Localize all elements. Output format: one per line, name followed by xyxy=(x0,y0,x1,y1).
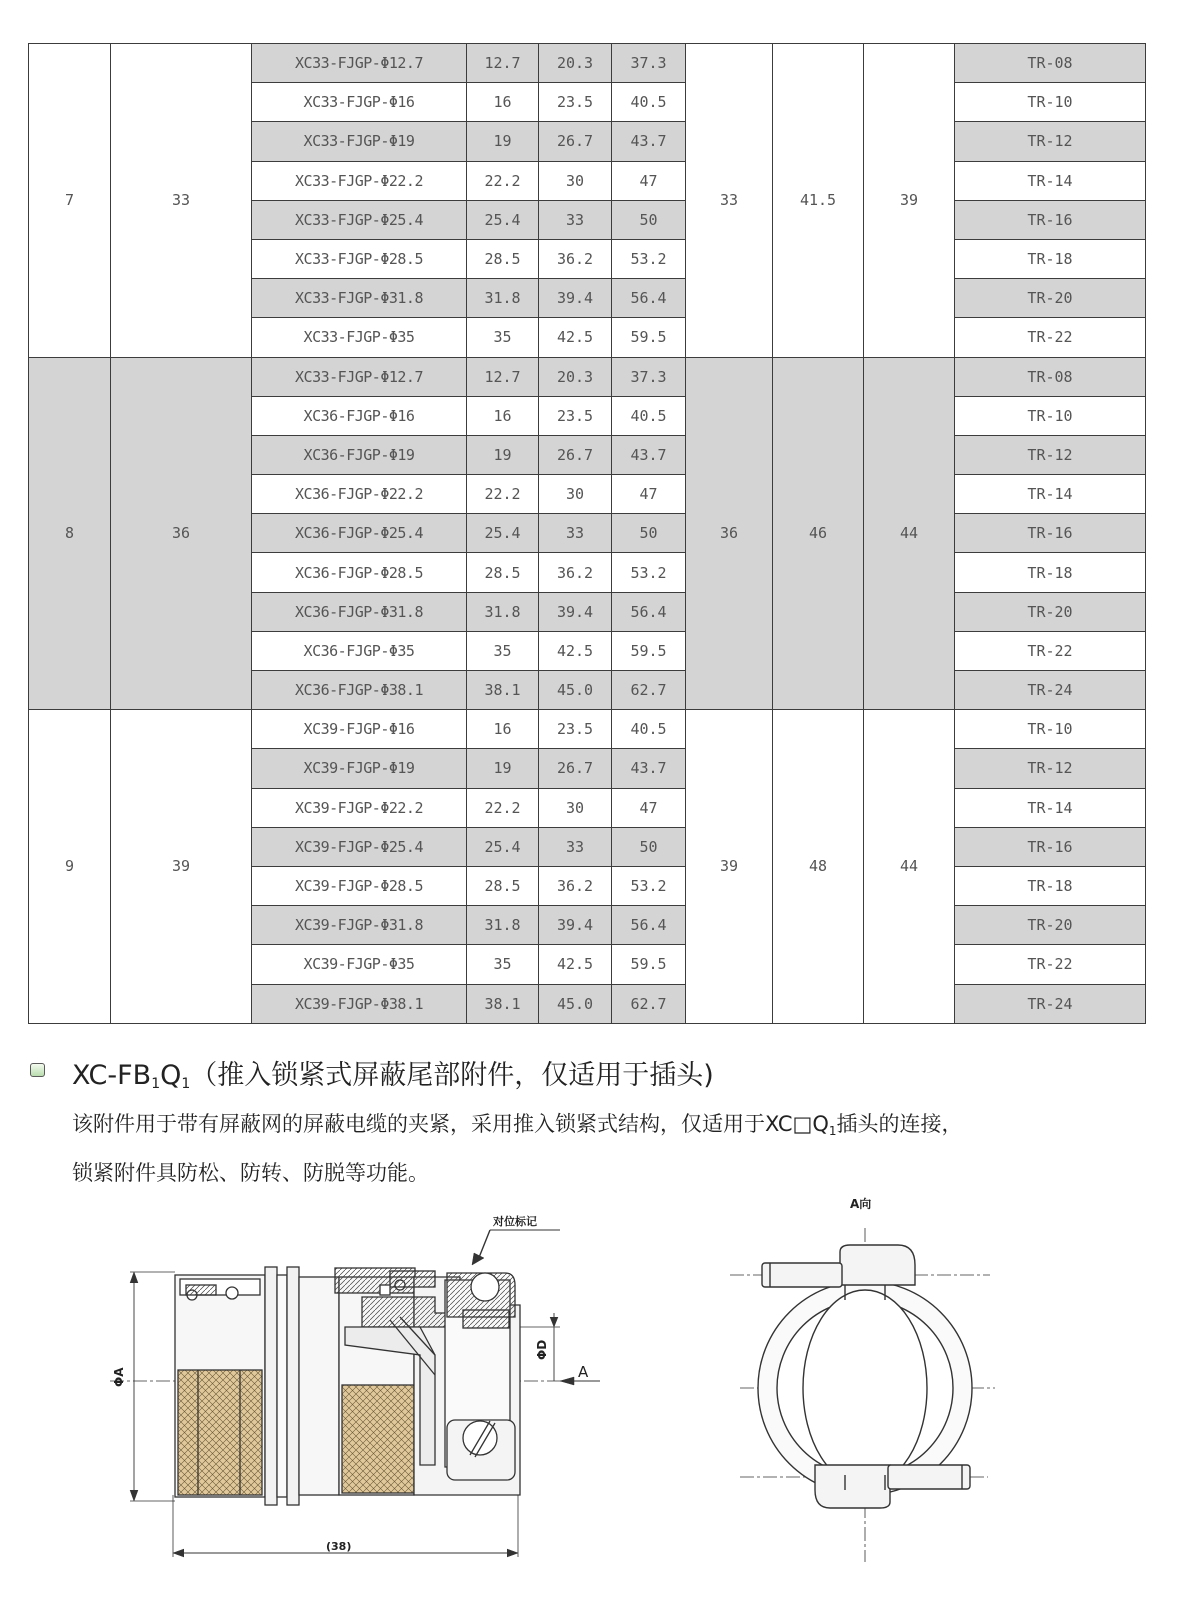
value-cell: 56.4 xyxy=(612,906,686,945)
value-cell: 33 xyxy=(539,827,612,866)
title-subscript-1: 1 xyxy=(151,1076,161,1092)
value-cell: 12.7 xyxy=(467,357,539,396)
tr-code-cell: TR-20 xyxy=(955,906,1146,945)
value-cell: 39.4 xyxy=(539,592,612,631)
value-cell: 56.4 xyxy=(612,592,686,631)
value-cell: 33 xyxy=(539,200,612,239)
desc-line1-a: 该附件用于带有屏蔽网的屏蔽电缆的夹紧，采用推入锁紧式结构，仅适用于XC□Q xyxy=(72,1112,829,1136)
value-cell: 62.7 xyxy=(612,671,686,710)
tr-code-cell: TR-14 xyxy=(955,161,1146,200)
tr-code-cell: TR-16 xyxy=(955,200,1146,239)
title-part-b: Q xyxy=(160,1060,182,1091)
tr-code-cell: TR-14 xyxy=(955,788,1146,827)
value-cell: 16 xyxy=(467,83,539,122)
tr-code-cell: TR-18 xyxy=(955,239,1146,278)
value-cell: 50 xyxy=(612,200,686,239)
value-cell: 30 xyxy=(539,788,612,827)
model-cell: XC36-FJGP-Φ28.5 xyxy=(252,553,467,592)
value-cell: 16 xyxy=(467,396,539,435)
value-cell: 42.5 xyxy=(539,631,612,670)
model-cell: XC39-FJGP-Φ25.4 xyxy=(252,827,467,866)
checkbox-bullet-icon xyxy=(30,1063,45,1077)
model-cell: XC33-FJGP-Φ35 xyxy=(252,318,467,357)
group-dim-cell: 39 xyxy=(864,44,955,358)
tr-code-cell: TR-08 xyxy=(955,357,1146,396)
group-dim-cell: 41.5 xyxy=(773,44,864,358)
tr-code-cell: TR-12 xyxy=(955,749,1146,788)
model-cell: XC39-FJGP-Φ35 xyxy=(252,945,467,984)
tr-code-cell: TR-10 xyxy=(955,710,1146,749)
shell-size-cell: 39 xyxy=(111,710,252,1024)
tr-code-cell: TR-20 xyxy=(955,592,1146,631)
model-cell: XC36-FJGP-Φ16 xyxy=(252,396,467,435)
value-cell: 16 xyxy=(467,710,539,749)
value-cell: 59.5 xyxy=(612,945,686,984)
value-cell: 31.8 xyxy=(467,592,539,631)
value-cell: 22.2 xyxy=(467,161,539,200)
model-cell: XC36-FJGP-Φ19 xyxy=(252,435,467,474)
value-cell: 25.4 xyxy=(467,514,539,553)
tr-code-cell: TR-16 xyxy=(955,827,1146,866)
value-cell: 12.7 xyxy=(467,44,539,83)
tr-code-cell: TR-24 xyxy=(955,671,1146,710)
value-cell: 28.5 xyxy=(467,553,539,592)
title-part-c: （推入锁紧式屏蔽尾部附件，仅适用于插头) xyxy=(190,1060,714,1091)
tr-code-cell: TR-20 xyxy=(955,279,1146,318)
model-cell: XC36-FJGP-Φ25.4 xyxy=(252,514,467,553)
value-cell: 43.7 xyxy=(612,122,686,161)
view-label: A向 xyxy=(850,1197,872,1211)
table-row xyxy=(29,357,1146,396)
group-dim-cell: 44 xyxy=(864,357,955,710)
value-cell: 26.7 xyxy=(539,749,612,788)
value-cell: 40.5 xyxy=(612,710,686,749)
value-cell: 50 xyxy=(612,827,686,866)
value-cell: 35 xyxy=(467,631,539,670)
group-dim-cell: 46 xyxy=(773,357,864,710)
tr-code-cell: TR-10 xyxy=(955,396,1146,435)
title-subscript-2: 1 xyxy=(181,1076,191,1092)
tr-code-cell: TR-12 xyxy=(955,435,1146,474)
dim-a-label: ΦA xyxy=(112,1367,126,1387)
model-cell: XC33-FJGP-Φ22.2 xyxy=(252,161,467,200)
value-cell: 23.5 xyxy=(539,710,612,749)
spec-table xyxy=(28,43,1146,1024)
section-title xyxy=(72,1053,714,1092)
value-cell: 38.1 xyxy=(467,671,539,710)
model-cell: XC33-FJGP-Φ28.5 xyxy=(252,239,467,278)
model-cell: XC33-FJGP-Φ31.8 xyxy=(252,279,467,318)
desc-line1-b: 插头的连接， xyxy=(836,1112,963,1136)
tr-code-cell: TR-08 xyxy=(955,44,1146,83)
side-view-drawing xyxy=(90,1205,650,1580)
tr-code-cell: TR-16 xyxy=(955,514,1146,553)
value-cell: 25.4 xyxy=(467,200,539,239)
model-cell: XC36-FJGP-Φ22.2 xyxy=(252,475,467,514)
group-dim-cell: 36 xyxy=(686,357,773,710)
value-cell: 45.0 xyxy=(539,671,612,710)
value-cell: 56.4 xyxy=(612,279,686,318)
model-cell: XC39-FJGP-Φ22.2 xyxy=(252,788,467,827)
value-cell: 19 xyxy=(467,435,539,474)
model-cell: XC33-FJGP-Φ12.7 xyxy=(252,44,467,83)
group-dim-cell: 39 xyxy=(686,710,773,1024)
value-cell: 19 xyxy=(467,122,539,161)
tr-code-cell: TR-10 xyxy=(955,83,1146,122)
model-cell: XC33-FJGP-Φ16 xyxy=(252,83,467,122)
table-row xyxy=(29,710,1146,749)
group-number-cell: 8 xyxy=(29,357,111,710)
value-cell: 26.7 xyxy=(539,435,612,474)
model-cell: XC39-FJGP-Φ19 xyxy=(252,749,467,788)
value-cell: 37.3 xyxy=(612,357,686,396)
value-cell: 35 xyxy=(467,318,539,357)
value-cell: 42.5 xyxy=(539,318,612,357)
tr-code-cell: TR-18 xyxy=(955,553,1146,592)
value-cell: 33 xyxy=(539,514,612,553)
model-cell: XC39-FJGP-Φ28.5 xyxy=(252,866,467,905)
value-cell: 31.8 xyxy=(467,279,539,318)
value-cell: 36.2 xyxy=(539,866,612,905)
model-cell: XC36-FJGP-Φ31.8 xyxy=(252,592,467,631)
model-cell: XC39-FJGP-Φ16 xyxy=(252,710,467,749)
value-cell: 28.5 xyxy=(467,239,539,278)
value-cell: 47 xyxy=(612,475,686,514)
value-cell: 39.4 xyxy=(539,906,612,945)
value-cell: 22.2 xyxy=(467,788,539,827)
value-cell: 42.5 xyxy=(539,945,612,984)
value-cell: 23.5 xyxy=(539,396,612,435)
description-line-2: 锁紧附件具防松、防转、防脱等功能。 xyxy=(72,1161,429,1185)
value-cell: 59.5 xyxy=(612,631,686,670)
title-part-a: XC-FB xyxy=(72,1060,152,1091)
description-line-1 xyxy=(72,1103,1172,1152)
value-cell: 47 xyxy=(612,788,686,827)
value-cell: 47 xyxy=(612,161,686,200)
shell-size-cell: 36 xyxy=(111,357,252,710)
value-cell: 40.5 xyxy=(612,83,686,122)
value-cell: 30 xyxy=(539,161,612,200)
value-cell: 37.3 xyxy=(612,44,686,83)
section-description xyxy=(72,1103,1172,1194)
value-cell: 22.2 xyxy=(467,475,539,514)
callout-label: 对位标记 xyxy=(493,1215,537,1228)
tr-code-cell: TR-14 xyxy=(955,475,1146,514)
value-cell: 53.2 xyxy=(612,553,686,592)
value-cell: 59.5 xyxy=(612,318,686,357)
group-dim-cell: 33 xyxy=(686,44,773,358)
model-cell: XC39-FJGP-Φ38.1 xyxy=(252,984,467,1023)
table-row xyxy=(29,44,1146,83)
value-cell: 53.2 xyxy=(612,866,686,905)
length-dimension-label: (38) xyxy=(326,1540,352,1553)
group-number-cell: 7 xyxy=(29,44,111,358)
model-cell: XC36-FJGP-Φ38.1 xyxy=(252,671,467,710)
value-cell: 36.2 xyxy=(539,239,612,278)
group-dim-cell: 48 xyxy=(773,710,864,1024)
model-cell: XC33-FJGP-Φ19 xyxy=(252,122,467,161)
value-cell: 36.2 xyxy=(539,553,612,592)
value-cell: 23.5 xyxy=(539,83,612,122)
tr-code-cell: TR-22 xyxy=(955,945,1146,984)
value-cell: 25.4 xyxy=(467,827,539,866)
tr-code-cell: TR-22 xyxy=(955,631,1146,670)
value-cell: 53.2 xyxy=(612,239,686,278)
model-cell: XC36-FJGP-Φ35 xyxy=(252,631,467,670)
value-cell: 19 xyxy=(467,749,539,788)
value-cell: 43.7 xyxy=(612,749,686,788)
value-cell: 38.1 xyxy=(467,984,539,1023)
value-cell: 43.7 xyxy=(612,435,686,474)
value-cell: 40.5 xyxy=(612,396,686,435)
value-cell: 39.4 xyxy=(539,279,612,318)
value-cell: 20.3 xyxy=(539,357,612,396)
shell-size-cell: 33 xyxy=(111,44,252,358)
group-dim-cell: 44 xyxy=(864,710,955,1024)
tr-code-cell: TR-18 xyxy=(955,866,1146,905)
spec-table-body xyxy=(29,44,1146,1024)
tr-code-cell: TR-22 xyxy=(955,318,1146,357)
tr-code-cell: TR-24 xyxy=(955,984,1146,1023)
model-cell: XC39-FJGP-Φ31.8 xyxy=(252,906,467,945)
tr-code-cell: TR-12 xyxy=(955,122,1146,161)
view-arrow-label: A xyxy=(578,1363,589,1381)
value-cell: 30 xyxy=(539,475,612,514)
value-cell: 50 xyxy=(612,514,686,553)
model-cell: XC33-FJGP-Φ12.7 xyxy=(252,357,467,396)
model-cell: XC33-FJGP-Φ25.4 xyxy=(252,200,467,239)
desc-subscript: 1 xyxy=(828,1124,837,1138)
value-cell: 62.7 xyxy=(612,984,686,1023)
value-cell: 31.8 xyxy=(467,906,539,945)
group-number-cell: 9 xyxy=(29,710,111,1024)
dim-d-label: ΦD xyxy=(535,1339,549,1360)
value-cell: 26.7 xyxy=(539,122,612,161)
value-cell: 45.0 xyxy=(539,984,612,1023)
value-cell: 35 xyxy=(467,945,539,984)
front-view-drawing xyxy=(720,1190,1010,1580)
value-cell: 20.3 xyxy=(539,44,612,83)
value-cell: 28.5 xyxy=(467,866,539,905)
